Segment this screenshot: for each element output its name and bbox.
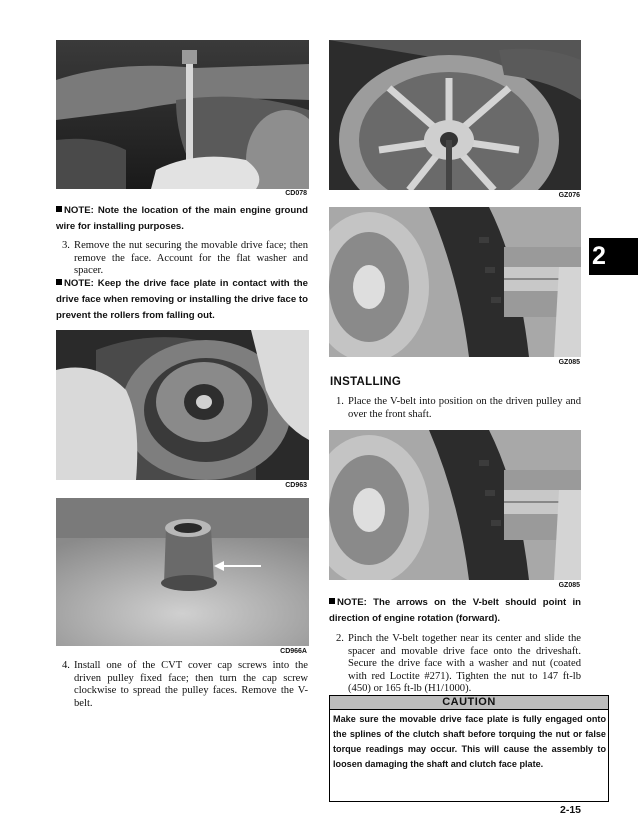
note-belt-arrows: NOTE: The arrows on the V-belt should point in direction of engine rotation (forward). — [329, 597, 581, 624]
step-number: 4. — [62, 660, 70, 671]
section-heading: INSTALLING — [330, 376, 402, 388]
bullet-square-icon — [56, 279, 62, 285]
note-drive-face-plate: NOTE: Keep the drive face plate in contact with the drive face when removing or installing the drive face to prevent the rollers from falling out. — [56, 278, 308, 321]
bullet-square-icon — [56, 206, 62, 212]
page-number: 2-15 — [560, 804, 582, 816]
step-number: 1. — [336, 396, 344, 407]
bullet-square-icon — [329, 598, 335, 604]
note-ground-wire: NOTE: Note the location of the main engine ground wire for installing purposes. — [56, 205, 308, 232]
step-4 — [62, 660, 308, 710]
step-2 — [336, 633, 581, 696]
photo-caption: CD078 — [285, 190, 307, 197]
photo-cd078 — [56, 40, 309, 189]
step-text: Install one of the CVT cover cap screws into the driven pulley fixed face; then turn the cap screw clockwise to spread the pulley faces. Remove the V-belt. — [74, 660, 308, 709]
photo-gz076 — [329, 40, 581, 190]
step-text: Place the V-belt into position on the driven pulley and over the front shaft. — [348, 396, 581, 420]
caution-text: Make sure the movable drive face plate is fully engaged onto the splines of the clutch shaft before torquing the nut or false torque readings may occur. This will cause the assembly to loosen damaging the shaft and clutch face plate. — [329, 710, 609, 802]
step-3 — [62, 240, 308, 278]
step-1 — [336, 396, 581, 421]
caution-title: CAUTION — [329, 695, 609, 710]
photo-gz085-top — [329, 207, 581, 357]
section-tab: 2 — [589, 238, 638, 275]
photo-caption: GZ085 — [558, 582, 580, 589]
step-text: Pinch the V-belt together near its center and slide the spacer and movable drive face onto the driveshaft. Secure the drive face with a washer and nut (coated with red Loctite #271). Tighten the nut to 147 ft-lb (450) or 165 ft-lb (H1/1000). — [348, 633, 581, 694]
step-number: 2. — [336, 633, 344, 644]
photo-gz085-bottom — [329, 430, 581, 580]
photo-caption: CD966A — [280, 648, 307, 655]
photo-caption: CD963 — [285, 482, 307, 489]
photo-caption: GZ076 — [558, 192, 580, 199]
photo-caption: GZ085 — [558, 359, 580, 366]
photo-cd966a — [56, 498, 309, 646]
step-number: 3. — [62, 240, 70, 251]
step-text: Remove the nut securing the movable drive face; then remove the face. Account for the flat washer and spacer. — [74, 240, 308, 276]
photo-cd963 — [56, 330, 309, 480]
